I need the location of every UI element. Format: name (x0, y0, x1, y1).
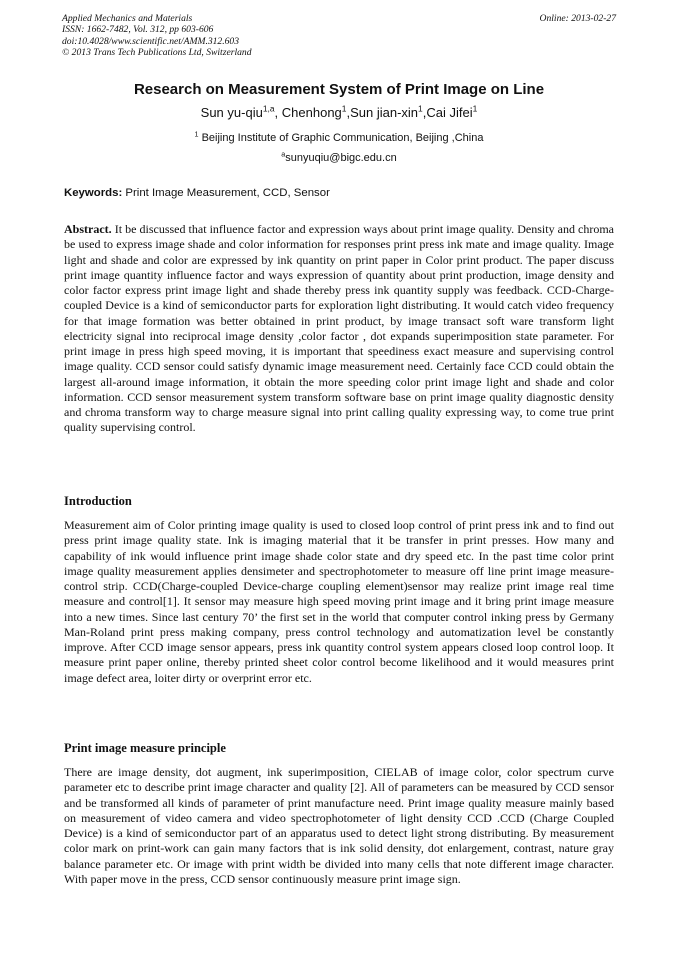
author-marker: 1 (341, 103, 347, 114)
journal-name: Applied Mechanics and Materials (62, 13, 193, 24)
principle-paragraph: There are image density, dot augment, ink superimposition, CIELAB of image color, color spectrum curve parameter etc to describe print image character and quality [2]. All of parameters can be measured by CCD sensor and be transformed all kinds of parameter of print manufacture need. Print image quality measure mainly based on measurement of video camera and video spectrophotometer of light density CCD .CCD (Charge Coupled Device) is a kind of semiconductor part of an apparatus used to detect light strong distributing. By measurement color mark on print-work can gain many factors that is ink solid density, dot enlargement, contrast, nature gray balance parameter etc. Or image with print width be divided into many cells that note different image character. With paper move in the press, CCD sensor continuously measure print image sign. (64, 765, 614, 886)
author-marker: 1,a (262, 103, 275, 114)
author-marker: 1 (472, 103, 478, 114)
abstract-text: It be discussed that influence factor and expression ways about print image quality. Density and chroma be used to express image shade and color information for responses print press ink mate and image quality. Image light and shade and color are expressed by ink quantity on print paper in Color print product. The paper discuss print image quantity influence factor and ways expression of quantity about print production, image density and color factor express print image light and shade thereby press ink quantity supply was feedback. CCD-Charge-coupled Device is a kind of semiconductor parts for exploration light distributing. It would catch video frequency for that image formation was better obtained in print product, by image transact soft ware transform light electricity signal into reciprocal image density ,color factor , dot expands superimposition state parameter. For print image in press high speed moving, it is important that speediness exact measure and supervising control image quality. CCD sensor could satisfy dynamic image measurement need. Certainly face CCD could obtain the largest all-around image information, it obtain the more speeding color print image light and shade and color information. CCD sensor measurement system transform software base on print image quality diagnostic density and chroma transform way to charge measure signal into print calling quality expressing way, to come true print quality supervising control. (64, 222, 614, 435)
keywords-text: Print Image Measurement, CCD, Sensor (122, 187, 330, 199)
abstract (64, 222, 614, 436)
section-heading-principle: Print image measure principle (64, 741, 226, 755)
running-header (62, 13, 616, 59)
copyright-line: © 2013 Trans Tech Publications Ltd, Switzerland (62, 47, 252, 59)
author-email (0, 152, 678, 164)
author-separator: , (346, 105, 351, 120)
issn-line: ISSN: 1662-7482, Vol. 312, pp 603-606 (62, 24, 214, 36)
paper-title: Research on Measurement System of Print Image on Line (133, 81, 545, 98)
keywords (64, 187, 614, 199)
author-name: Sun jian-xin (350, 105, 419, 120)
author-marker: 1 (418, 103, 423, 114)
affiliation-text: Beijing Institute of Graphic Communication, Beijing ,China (198, 132, 484, 144)
author-name: Sun yu-qiu (200, 105, 263, 120)
author-name: Cai Jifei (426, 105, 473, 120)
publication-info (62, 13, 252, 59)
email-address: sunyuqiu@bigc.edu.cn (285, 152, 397, 164)
section-heading-introduction: Introduction (64, 494, 132, 508)
author-separator: , (274, 105, 282, 120)
keywords-label: Keywords: (64, 187, 123, 199)
doi-line: doi:10.4028/www.scientific.net/AMM.312.603 (62, 35, 240, 47)
introduction-paragraph: Measurement aim of Color printing image quality is used to closed loop control of print press ink and to find out press print image quality state. Ink is imaging material that it be transfer in print presses. How many and capability of ink would influence print image shade color state and dry speed etc. In the past time color print image quality measurement applies densimeter and spectrophotometer to measure off line print image measure-control strip. CCD(Charge-coupled Device-charge coupling element)sensor may realize print image real time measure and control[1]. It sensor may measure high speed moving print image and it bring print image measure into a new times. Since last century 70’ the first set in the world that computer control inking press by Germany Man-Roland print press making company, press control technology and automatization level be constantly improve. After CCD image sensor appears, press ink quantity control system appears closed loop control loop. It measure print paper online, thereby printed sheet color control become likelihood and it would measures print image defect area, loiter dirty or overprint error etc. (64, 518, 614, 685)
online-date: Online: 2013-02-27 (539, 13, 616, 24)
affiliation (0, 132, 678, 144)
author-list (0, 105, 678, 120)
email-marker: a (281, 150, 286, 159)
abstract-label: Abstract. (64, 222, 112, 236)
affiliation-marker: 1 (194, 130, 199, 139)
author-separator: , (422, 105, 427, 120)
author-name: Chenhong (281, 105, 342, 120)
